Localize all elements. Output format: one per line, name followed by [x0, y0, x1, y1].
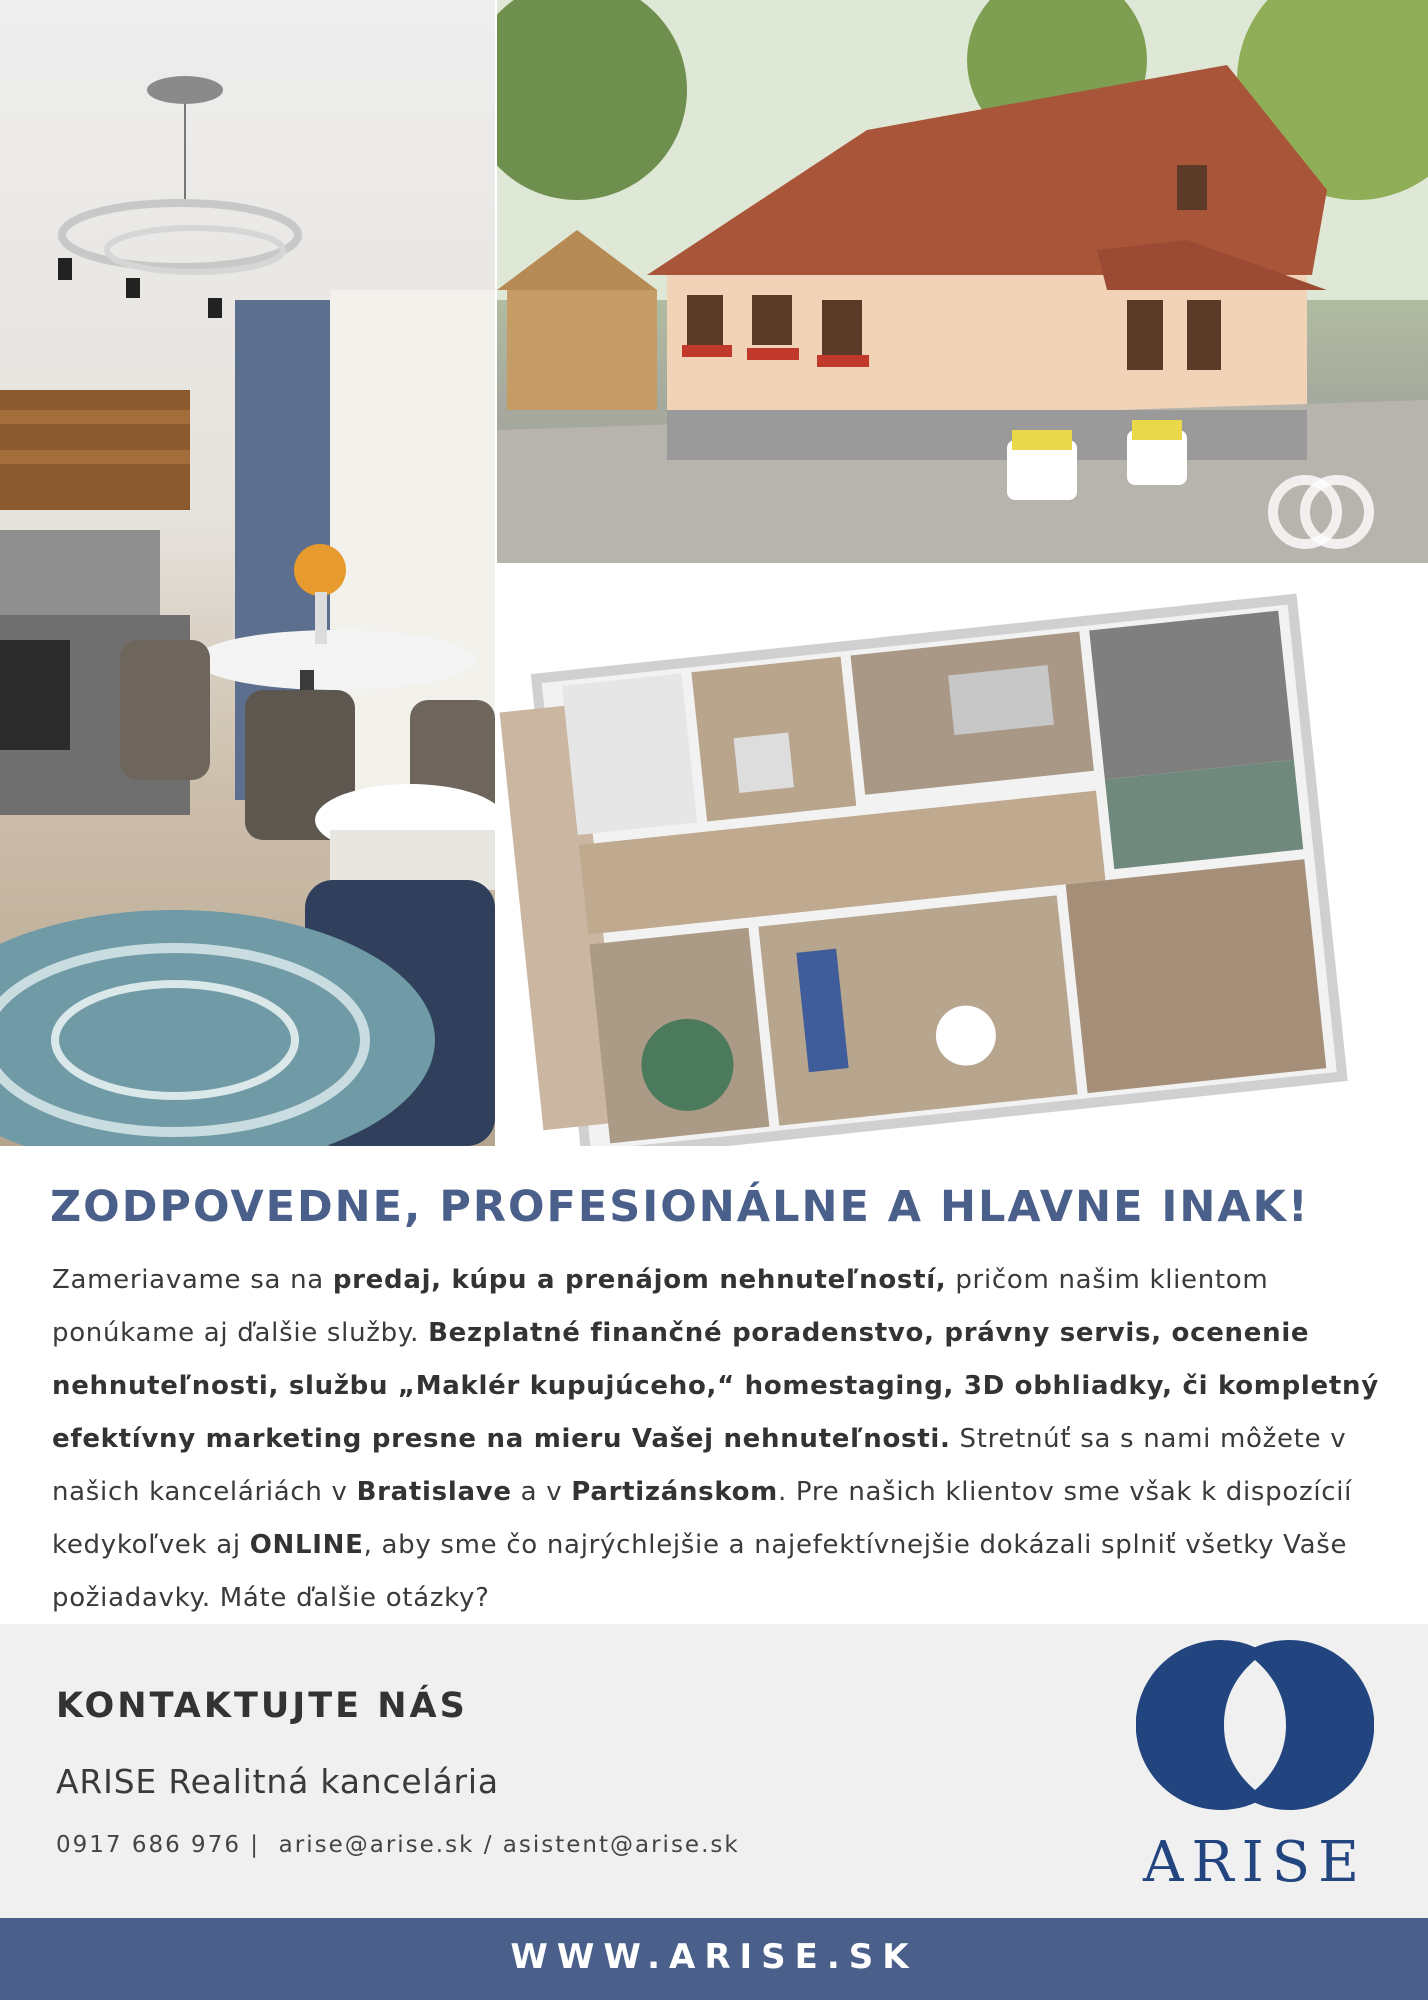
floorplan-illustration	[497, 565, 1428, 1146]
company-name: ARISE Realitná kancelária	[56, 1762, 499, 1801]
website-link[interactable]: WWW.ARISE.SK	[510, 1937, 918, 1977]
body-segment: , aby sme čo najrýchlejšie a najefektívnejšie dokázali splniť všetky Vaše požiadavky. Máte ďalšie otázky?	[52, 1530, 1348, 1613]
house-illustration	[497, 0, 1428, 563]
contact-separator: /	[474, 1832, 503, 1858]
email-link-asistent[interactable]: asistent@arise.sk	[502, 1832, 740, 1858]
arise-logo-icon	[1136, 1640, 1374, 1810]
contact-heading: KONTAKTUJTE NÁS	[56, 1686, 468, 1726]
floorplan-3d-render	[497, 565, 1428, 1146]
body-text	[52, 1254, 1402, 1625]
headline: ZODPOVEDNE, PROFESIONÁLNE A HLAVNE INAK!	[50, 1182, 1310, 1232]
contact-separator: |	[240, 1832, 279, 1858]
body-bold-online: ONLINE	[249, 1530, 364, 1560]
body-bold-city-bratislava: Bratislave	[356, 1477, 512, 1507]
body-bold-extra-services: Bezplatné finančné poradenstvo, právny servis, ocenenie nehnuteľnosti, službu „Maklér kupujúceho,“ homestaging, 3D obhliadky, či kompletný efektívny marketing presne na mieru Vašej nehnuteľnosti.	[52, 1318, 1379, 1454]
arise-logo	[1130, 1640, 1380, 1900]
interior-photo	[0, 0, 495, 1146]
body-bold-city-partizanske: Partizánskom	[571, 1477, 778, 1507]
body-segment: pričom našim klientom ponúkame aj ďalšie služby.	[52, 1265, 1269, 1348]
contact-line	[56, 1832, 740, 1858]
email-link-arise[interactable]: arise@arise.sk	[278, 1832, 475, 1858]
body-segment: Stretnúť sa s nami môžete v našich kanceláriách v	[52, 1424, 1347, 1507]
body-segment: . Pre našich klientov sme však k dispozícií kedykoľvek aj	[52, 1477, 1353, 1560]
body-bold-services: predaj, kúpu a prenájom nehnuteľností,	[332, 1265, 947, 1295]
interior-illustration	[0, 0, 495, 1146]
house-photo	[497, 0, 1428, 563]
logo-wordmark: ARISE	[1143, 1830, 1367, 1895]
body-segment: Zameriavame sa na	[52, 1265, 333, 1295]
phone-number[interactable]: 0917 686 976	[56, 1832, 241, 1858]
body-segment: a v	[511, 1477, 572, 1507]
